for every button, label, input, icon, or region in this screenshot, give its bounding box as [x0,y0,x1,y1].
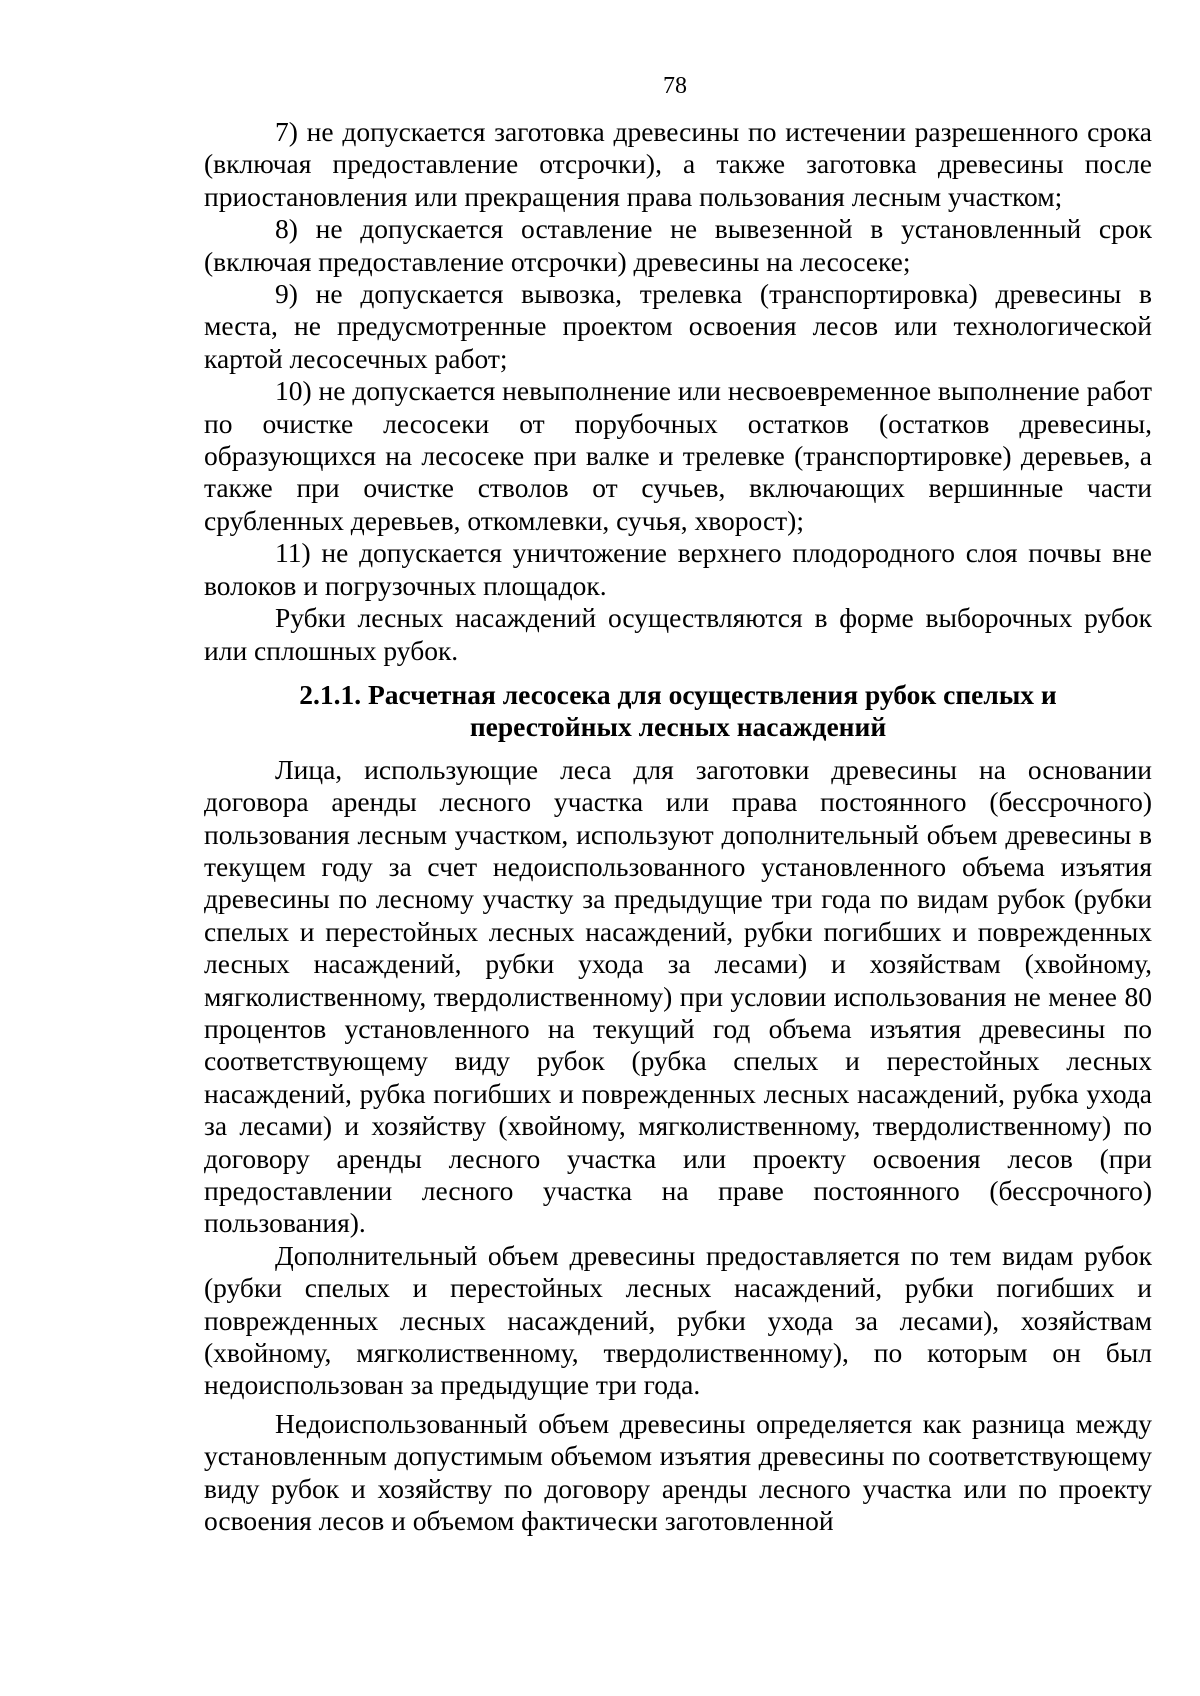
section-heading-line-2: перестойных лесных насаждений [469,711,887,743]
section-paragraph: Дополнительный объем древесины предоставляется по тем видам рубок (рубки спелых и перестойных лесных насаждений, рубки погибших и поврежденных лесных насаждений, рубки ухода за лесами), хозяйствам (хвойному, мягколиственному, твердолиственному), по которым он был недоиспользован за предыдущие три года. [204,1239,1152,1401]
list-item-9: 9) не допускается вывозка, трелевка (транспортировка) древесины в места, не предусмотренные проектом освоения лесов или технологической картой лесосечных работ; [204,278,1152,374]
section-heading [204,679,1152,744]
page-number: 78 [663,73,687,99]
list-item-10: 10) не допускается невыполнение или несвоевременное выполнение работ по очистке лесосеки от порубочных остатков (остатков древесины, образующихся на лесосеке при валке и трелевке (транспортировке) деревьев, а также при очистке стволов от сучьев, включающих вершинные части срубленных деревьев, откомлевки, сучья, хворост); [204,375,1152,536]
intro-paragraph: Рубки лесных насаждений осуществляются в форме выборочных рубок или сплошных рубок. [204,602,1152,666]
section-paragraph: Недоиспользованный объем древесины определяется как разница между установленным допустимым объемом изъятия древесины по соответствующему виду рубок и хозяйству по договору аренды лесного участка или по проекту освоения лесов и объемом фактически заготовленной [204,1407,1152,1537]
list-item-8: 8) не допускается оставление не вывезенной в установленный срок (включая предоставление отсрочки) древесины на лесосеке; [204,213,1152,277]
list-item-7: 7) не допускается заготовка древесины по истечении разрешенного срока (включая предоставление отсрочки), а также заготовка древесины после приостановления или прекращения права пользования лесным участком; [204,116,1152,212]
section-heading-line-1: 2.1.1. Расчетная лесосека для осуществления рубок спелых и [299,678,1057,710]
page-content [204,116,1152,1537]
section-paragraph: Лица, использующие леса для заготовки древесины на основании договора аренды лесного участка или права постоянного (бессрочного) пользования лесным участком, используют дополнительный объем древесины в текущем году за счет недоиспользованного установленного объема изъятия древесины по лесному участку за предыдущие три года по видам рубок (рубки спелых и перестойных лесных насаждений, рубки погибших и поврежденных лесных насаждений, рубки ухода за лесами) и хозяйствам (хвойному, мягколиственному, твердолиственному) при условии использования не менее 80 процентов установленного на текущий год объема изъятия древесины по соответствующему виду рубок (рубка спелых и перестойных лесных насаждений, рубка погибших и поврежденных лесных насаждений, рубка ухода за лесами) и хозяйству (хвойному, мягколиственному, твердолиственному) по договору аренды лесного участка или проекту освоения лесов (при предоставлении лесного участка на праве постоянного (бессрочного) пользования). [204,753,1152,1239]
list-item-11: 11) не допускается уничтожение верхнего плодородного слоя почвы вне волоков и погрузочных площадок. [204,537,1152,601]
